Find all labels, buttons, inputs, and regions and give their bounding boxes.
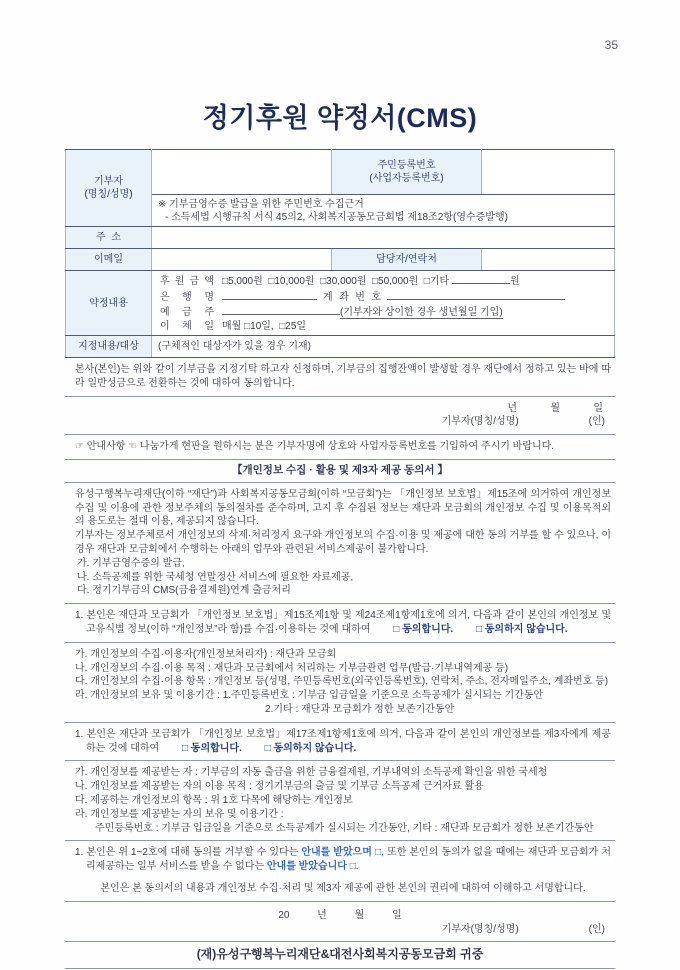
privacy-intro-item: 나. 소득공제를 위한 국세청 연말정산 서비스에 필요한 자료제공, [77, 571, 354, 583]
contact-label-cell: 담당자/연락처 [332, 249, 482, 271]
contact-field[interactable] [482, 249, 615, 271]
detail-item: 다. 제공하는 개인정보의 항목 : 위 1호 다목에 해당하는 개인정보 [75, 794, 353, 806]
date-line-1[interactable]: 년 월 일 [507, 402, 603, 414]
detail-item-continued: 2.기타 : 재단과 모금회가 정한 보존기간동안 [265, 703, 455, 715]
holder-note: (기부자와 상이한 경우 생년월일 기입) [340, 307, 503, 318]
final-statement: 본인은 본 동의서의 내용과 개인정보 수집·처리 및 제3자 제공에 관한 본인의 권리에 대하여 이해하고 서명합니다. [100, 882, 586, 894]
email-label-cell: 이메일 [66, 249, 152, 271]
consent-3-text-1: 1. 본인은 위 1~2호에 대해 동의를 거부할 수 있다는 [75, 847, 302, 859]
address-field[interactable] [152, 227, 615, 249]
consent-3-line [75, 846, 611, 874]
consent-3-ack-checkbox-2[interactable]: 안내를 받았습니다 □ [266, 861, 356, 873]
consent-2-agree-checkbox[interactable]: □ 동의합니다. [181, 742, 242, 754]
consent-1-agree-checkbox[interactable]: □ 동의합니다. [393, 623, 454, 635]
consent-3-text-3: . [355, 861, 359, 873]
resident-no-label-line2: (사업자등록번호) [369, 173, 444, 184]
detail-item: 가. 개인정보를 제공받는 자 : 기부금의 자동 출금을 위한 금융결제원, 기부내역의 소득공제 확인을 위한 국세청 [75, 767, 548, 779]
pledge-content-cell [152, 271, 615, 336]
pledge-bank-line [158, 289, 608, 305]
resident-note-line2: - 소득세법 시행규칙 서식 45의2, 사회복지공동모금회법 제18조2항(영수증발행) [165, 211, 508, 223]
consent-2-details [65, 761, 615, 841]
donor-form-table [65, 149, 615, 358]
privacy-header: 【개인정보 수집 · 활용 및 제3자 제공 동의서 】 [65, 460, 615, 483]
pledge-holder-line [158, 304, 608, 320]
signer-label-2[interactable]: 기부자(명칭/성명) [441, 923, 519, 935]
resident-no-field[interactable] [482, 150, 615, 195]
notice-text: ☞ 안내사항 ☜ 나눔가게 현판을 원하시는 분은 기부자명에 상호와 사업자등록번호를 기입하여 주시기 바랍니다. [75, 441, 555, 453]
holder-blank[interactable] [222, 304, 340, 315]
seal-label-1: (인) [588, 416, 605, 428]
consent-section-3 [65, 841, 615, 901]
consent-1-disagree-checkbox[interactable]: □ 동의하지 않습니다. [475, 623, 568, 635]
signature-block-1 [65, 397, 615, 436]
amount-other-blank[interactable] [452, 273, 510, 284]
resident-no-label-line1: 주민등록번호 [377, 160, 436, 171]
transfer-options[interactable]: 매월 □10일, □25일 [222, 320, 307, 332]
detail-item-continued: 주민등록번호 : 기부금 입금일을 기준으로 소득공제가 실시되는 기간동안, 기타 : 재단과 모금회가 정한 보존기간동안 [95, 822, 594, 834]
donor-label-line1: 기부자 [94, 176, 123, 187]
addressee-footer: (재)유성구행복누리재단&대전사회복지공동모금회 귀중 [65, 942, 615, 969]
address-label-cell: 주 소 [66, 227, 152, 249]
consent-section-1 [65, 604, 615, 643]
detail-item: 나. 개인정보를 제공받는 자의 이용 목적 : 정기기부금의 출금 및 기부금 소득공제 근거자료 활용 [75, 781, 484, 793]
signer-row-1 [67, 415, 613, 429]
signature-block-2 [65, 902, 615, 943]
signer-row-2 [67, 923, 613, 937]
consent-2-text: 1. 본인은 재단과 모금회가 「개인정보 보호법」제17조제1항제1호에 의거, 다음과 같이 본인의 개인정보를 제3자에게 제공하는 것에 대하여 [75, 728, 611, 754]
donor-label-line2: (명칭/성명) [84, 189, 133, 200]
resident-no-label-cell [332, 150, 482, 195]
detail-item: 라. 개인정보를 제공받는 자의 보유 및 이용기간 : [75, 808, 284, 820]
transfer-label: 이 체 일 [160, 320, 214, 332]
table-row [66, 271, 615, 336]
consent-1-line [75, 609, 611, 637]
donor-label-cell [66, 150, 152, 227]
privacy-intro-item: 가. 기부금영수증의 발급, [77, 557, 185, 569]
resident-note-line1: ※ 기부금영수증 발급을 위한 주민번호 수집근거 [158, 198, 364, 210]
consent-section-2 [65, 723, 615, 762]
bank-blank[interactable] [222, 289, 317, 300]
privacy-intro-1: 유성구행복누리재단(이하 “재단”)과 사회복지공동모금회(이하 “모금회”)는 「개인정보 보호법」제15조에 의거하여 개인정보수집 및 이용에 관한 정보주체의 동의절차를 준수하며, 고지 후 수집된 정보는 재단과 모금회의 개인정보 수집 및 이용목적외의 용도로는 절대 이용, 제공되지 않습니다. [75, 488, 611, 528]
pledge-statement-text: 본사(본인)는 위와 같이 기부금을 지정기탁 하고자 신청하며, 기부금의 집행잔액이 발생할 경우 재단에서 정하고 있는 바에 따라 일반성금으로 전환하는 것에 대하여 동의합니다. [75, 364, 611, 389]
notice-section [65, 435, 615, 460]
detail-item: 가. 개인정보의 수집·이용자(개인정보처리자) : 재단과 모금회 [75, 648, 337, 660]
page-number: 35 [604, 38, 618, 52]
consent-3-ack-checkbox-1[interactable]: 안내를 받았으며 □ [301, 847, 382, 859]
account-label: 계 좌 번 호 [323, 291, 381, 303]
consent-1-text: 1. 본인은 재단과 모금회가 「개인정보 보호법」제15조제1항 및 제24조제1항제1호에 의거, 다음과 같이 본인의 개인정보 및 고유식별 정보(이하 “개인정보”라 함)를 수집·이용하는 것에 대하여 [75, 610, 611, 635]
consent-2-disagree-checkbox[interactable]: □ 동의하지 않습니다. [264, 742, 357, 754]
table-row [66, 150, 615, 195]
privacy-intro-item: 다. 정기기부금의 CMS(금융결제원)연계 출금처리 [77, 585, 291, 597]
table-row [66, 336, 615, 358]
donor-name-field[interactable] [152, 150, 332, 195]
pledge-transfer-line [158, 320, 608, 334]
email-field[interactable] [152, 249, 332, 271]
amount-unit: 원 [509, 276, 520, 287]
privacy-intro-2: 기부자는 정보주체로서 개인정보의 삭제·처리정지 요구와 개인정보의 수집·이용 및 제공에 대한 동의 거부를 할 수 있으나, 이 경우 재단과 모금회에서 수행하는 아래의 업무와 관련된 서비스제공이 불가합니다. [75, 530, 611, 555]
pledge-statement-section [65, 358, 615, 397]
date-line-2[interactable]: 20 년 월 일 [278, 909, 402, 921]
detail-item: 라. 개인정보의 보유 및 이용기간 : 1.주민등록번호 : 기부금 입금일을 기준으로 소득공제가 실시되는 기간동안 [75, 690, 544, 702]
consent-3-text-2: , 또한 본인의 동의가 없을 때에는 재단과 모금회가 처리제공하는 일부 서비스를 받을 수 없다는 [86, 847, 612, 873]
detail-item: 나. 개인정보의 수집·이용 목적 : 재단과 모금회에서 처리하는 기부금관련 업무(발급·기부내역제공 등) [75, 662, 509, 674]
table-row [66, 249, 615, 271]
amount-label: 후 원 금 액 [160, 276, 214, 287]
designation-field[interactable]: (구체적인 대상자가 있을 경우 기재) [152, 336, 615, 358]
table-row [66, 227, 615, 249]
seal-label-2: (인) [588, 923, 605, 935]
pledge-amount-line [158, 273, 608, 289]
pledge-label-cell: 약정내용 [66, 271, 152, 336]
signer-label-1[interactable]: 기부자(명칭/성명) [441, 416, 519, 428]
privacy-intro-section [65, 483, 615, 604]
consent-2-line [75, 728, 611, 756]
page-title: 정기후원 약정서(CMS) [202, 103, 478, 133]
bank-label: 은 행 명 [160, 291, 214, 303]
document-body [65, 0, 615, 969]
designation-label-cell: 지정내용/대상 [66, 336, 152, 358]
resident-note-cell [152, 195, 615, 227]
consent-1-details [65, 643, 615, 723]
account-blank[interactable] [387, 289, 565, 300]
detail-item: 다. 개인정보의 수집·이용 항목 : 개인정보 등(성명, 주민등록번호(외국인등록번호), 연락처, 주소, 전자메일주소, 계좌번호 등) [75, 676, 609, 688]
holder-label: 예 금 주 [160, 307, 214, 318]
amount-options[interactable]: □5,000원 □10,000원 □30,000원 □50,000원 □기타 [222, 276, 450, 287]
